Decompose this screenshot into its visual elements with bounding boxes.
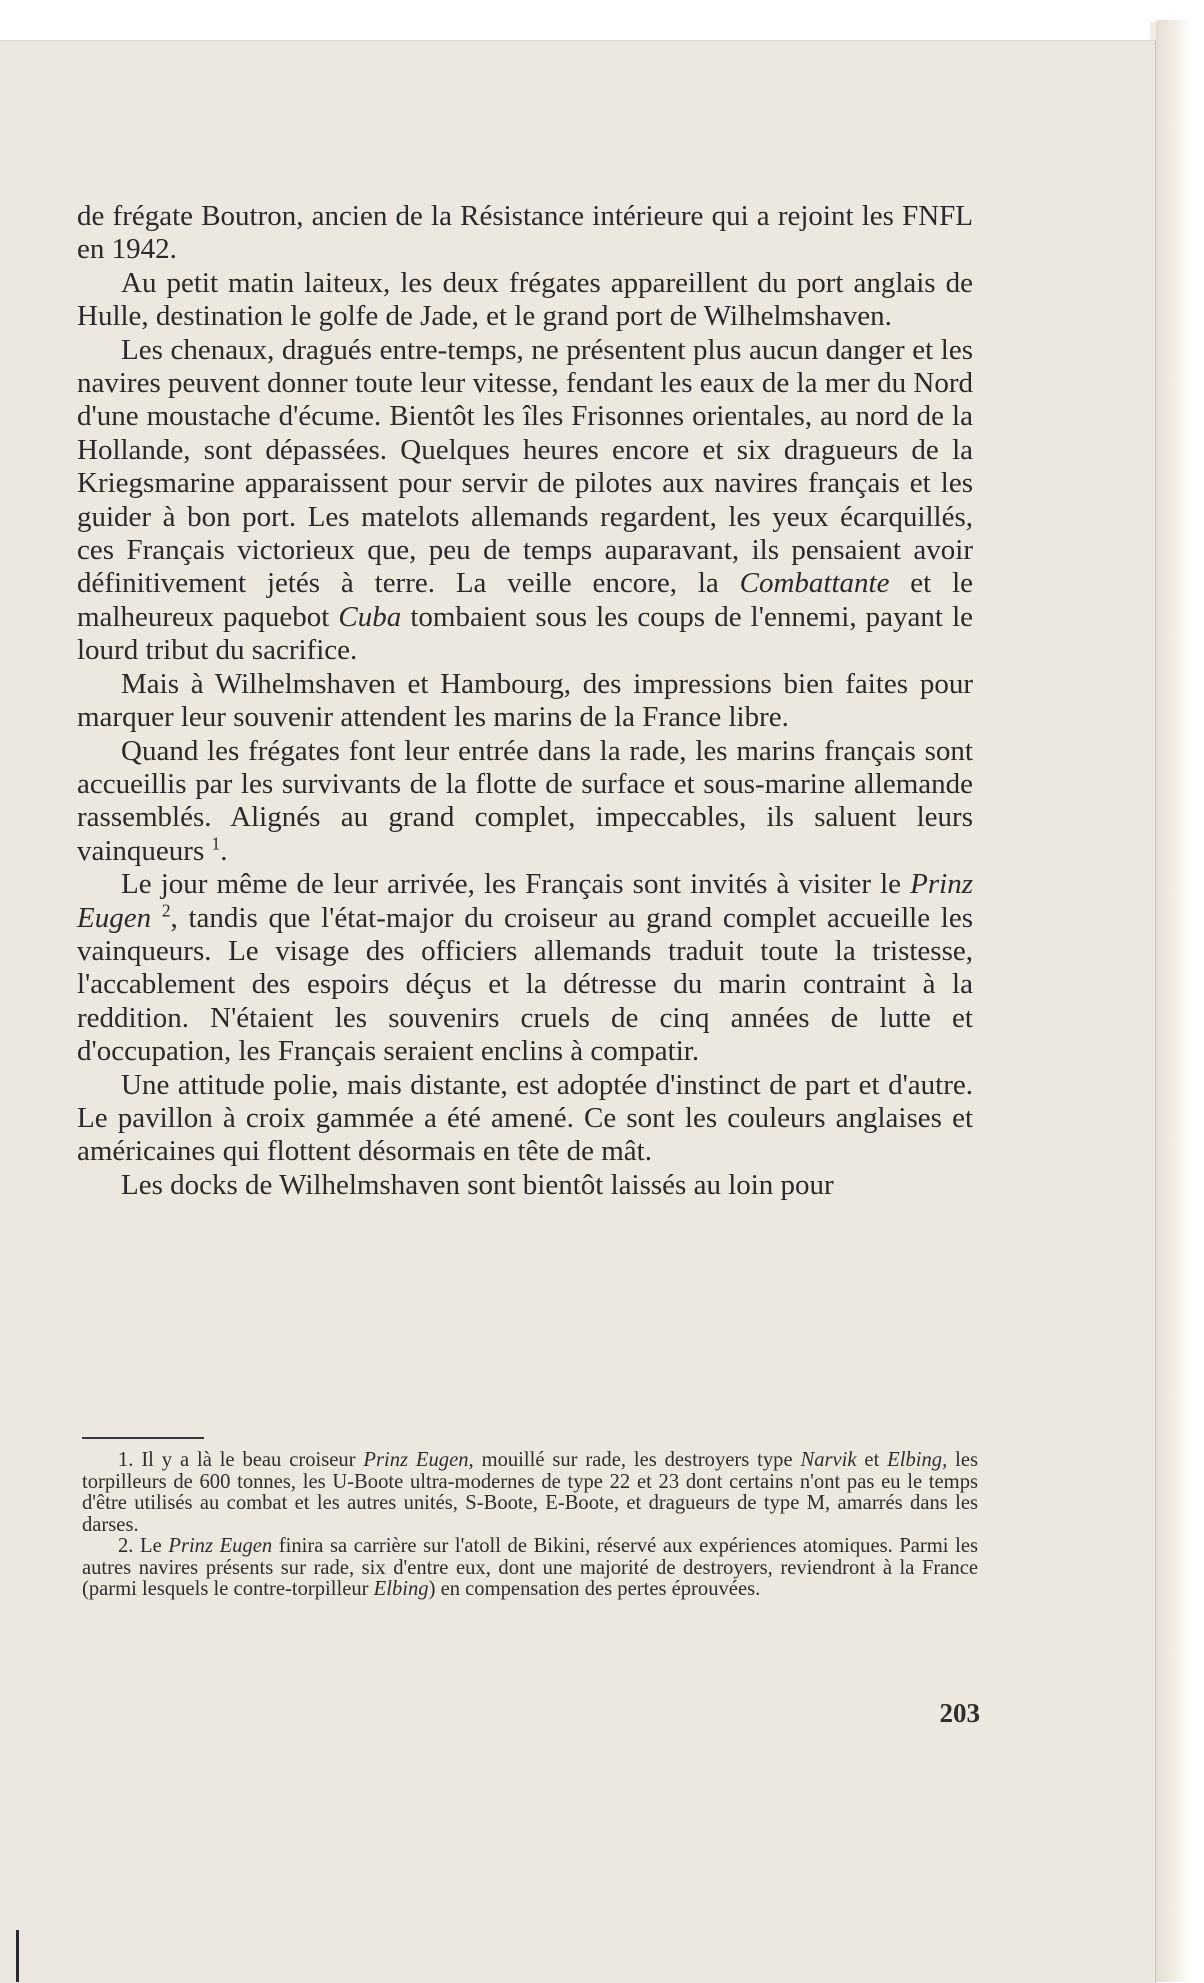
text-run: Mais à Wilhelmshaven et Hambourg, des impressions bien faites pour marquer leur souvenir attendent les marins de la France libre. [77, 667, 973, 734]
italic-text: Prinz Eugen [168, 1535, 273, 1557]
paragraph [77, 868, 973, 1068]
text-run: et le malheureux paquebot [77, 567, 973, 633]
paragraph [77, 1069, 973, 1169]
paragraph [77, 668, 973, 735]
text-run: de frégate Boutron, ancien de la Résistance intérieure qui a rejoint les FNFL en 1942. [77, 200, 973, 266]
body-text [77, 200, 973, 1202]
paragraph [77, 334, 973, 668]
text-run: mouillé sur rade, les destroyers type [473, 1449, 801, 1471]
text-run [151, 902, 162, 934]
footnote [82, 1450, 978, 1536]
page-number: 203 [939, 1698, 980, 1728]
italic-text: Elbing, [887, 1449, 948, 1471]
text-run: Une attitude polie, mais distante, est adoptée d'instinct de part et d'autre. Le pavillon à croix gammée a été amené. Ce sont les couleurs anglaises et américaines qui flottent désormais en tête de mât. [77, 1068, 973, 1168]
footnote-ref: 1 [211, 833, 221, 854]
text-run: 2. Le [118, 1535, 169, 1557]
italic-text: Narvik [800, 1449, 857, 1471]
text-run: Quand les frégates font leur entrée dans la rade, les marins français sont accueillis par les survivants de la flotte de surface et sous-marine allemande rassemblés. Alignés au grand complet, impeccables, ils saluent leurs vainqueurs [77, 734, 973, 867]
text-run: Au petit matin laiteux, les deux frégates appareillent du port anglais de Hulle, destination le golfe de Jade, et le grand port de Wilhelmshaven. [77, 266, 973, 333]
text-run: Les docks de Wilhelmshaven sont bientôt laissés au loin pour [121, 1168, 834, 1201]
text-run: tombaient sous les coups de l'ennemi, payant le lourd tribut du sacrifice. [77, 600, 974, 667]
paragraph [77, 735, 973, 869]
footnote-divider [82, 1437, 204, 1439]
italic-text: Elbing [373, 1578, 429, 1600]
text-run: Le jour même de leur arrivée, les Français sont invités à visiter le [121, 868, 911, 901]
text-run: ) en compensation des pertes éprouvées. [428, 1578, 761, 1600]
italic-text: Cuba [338, 600, 402, 633]
text-run: 1. Il y a là le beau croiseur [118, 1449, 364, 1471]
text-run: les torpilleurs de 600 tonnes, les U-Boote ultra-modernes de type 22 et 23 dont certains n'ont pas eu le temps d'être utilisés au combat et les autres unités, S-Boote, E-Boote, et dragueurs de type M, amarrés dans les darses. [82, 1449, 978, 1536]
text-run: , tandis que l'état-major du croiseur au grand complet accueille les vainqueurs. Le visage des officiers allemands traduit toute la tristesse, l'accablement des espoirs déçus et la détresse du marin contraint à la reddition. N'étaient les souvenirs cruels de cinq années de lutte et d'occupation, les Français seraient enclins à compatir. [77, 901, 973, 1068]
text-run: finira sa carrière sur l'atoll de Bikini, réservé aux expériences atomiques. Parmi les autres navires présents sur rade, six d'entre eux, dont une majorité de destroyers, reviendront à la France (parmi lesquels le contre-torpilleur [82, 1535, 978, 1600]
text-run: Les chenaux, dragués entre-temps, ne présentent plus aucun danger et les navires peuvent donner toute leur vitesse, fendant les eaux de la mer du Nord d'une moustache d'écume. Bientôt les îles Frisonnes orientales, au nord de la Hollande, sont dépassées. Quelques heures encore et six dragueurs de la Kriegsmarine apparaissent pour servir de pilotes aux navires français et les guider à bon port. Les matelots allemands regardent, les yeux écarquillés, ces Français victorieux que, peu de temps auparavant, ils pensaient avoir définitivement jetés à terre. La veille encore, la [77, 333, 973, 600]
footnote [82, 1536, 978, 1601]
binding-mark [16, 1930, 19, 1982]
footnotes [82, 1450, 978, 1601]
page-edge-shadow [1156, 20, 1192, 1982]
text-run: et [856, 1449, 888, 1471]
italic-text: Combattante [739, 567, 890, 600]
italic-text: Prinz Eugen, [363, 1449, 474, 1471]
text-run: . [220, 834, 228, 867]
paragraph [77, 200, 973, 267]
italic-text: Prinz Eugen [77, 868, 973, 934]
footnote-ref: 2 [161, 899, 171, 920]
paragraph [77, 267, 973, 334]
paragraph [77, 1169, 973, 1202]
